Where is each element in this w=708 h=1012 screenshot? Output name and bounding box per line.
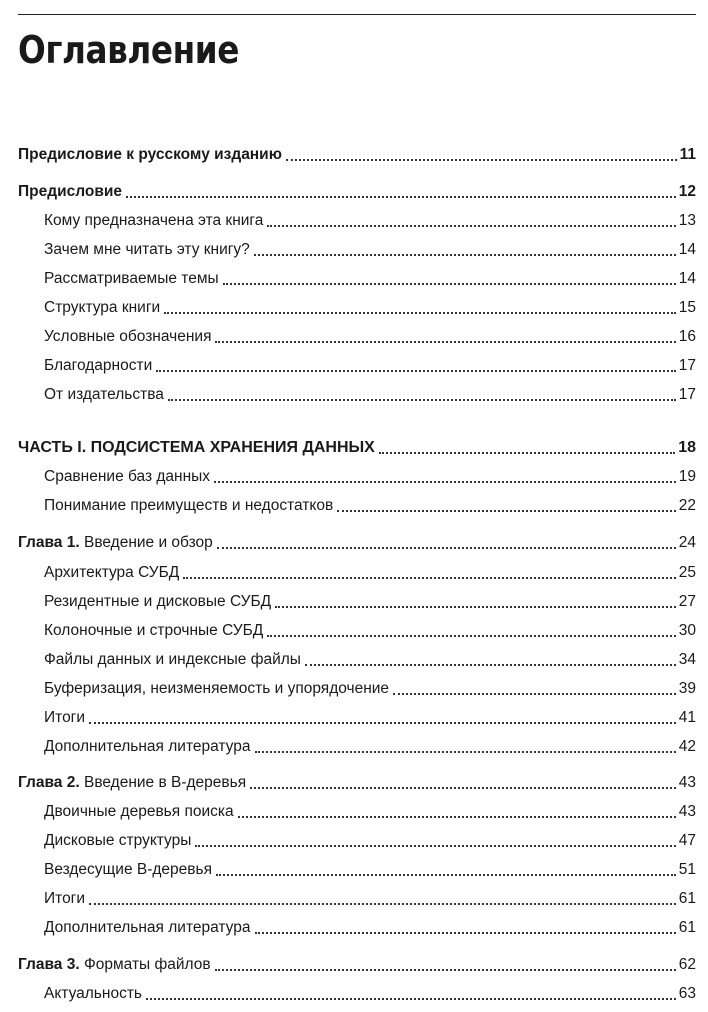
toc-entry [44,209,696,231]
toc-entry [44,619,696,641]
dot-leader [195,845,675,847]
toc-entry-label: Колоночные и строчные СУБД [44,622,264,639]
dot-leader [164,312,676,314]
toc-entry-label: Структура книги [44,299,161,316]
dot-leader [215,969,676,971]
toc-entry [44,325,696,347]
dot-leader [215,341,675,343]
toc-entry-page: 43 [678,774,696,791]
toc-entry-label: От издательства [44,386,164,403]
dot-leader [255,932,676,934]
toc-entry [44,494,696,516]
toc-entry [44,800,696,822]
toc-entry-label: ЧАСТЬ I. ПОДСИСТЕМА ХРАНЕНИЯ ДАННЫХ [18,439,375,456]
toc-entry-page: 25 [678,564,696,581]
dot-leader [89,903,676,905]
toc-entry-page: 19 [678,468,696,485]
toc-entry-page: 11 [679,146,696,163]
toc-entry-label: Предисловие к русскому изданию [18,146,282,163]
dot-leader [267,635,675,637]
dot-leader [183,577,675,579]
dot-leader [250,787,676,789]
toc-entry-page: 13 [678,212,696,229]
dot-leader [89,722,676,724]
chapter-prefix: Глава 1. [18,534,80,551]
dot-leader [393,693,676,695]
toc-entry-page: 16 [678,328,696,345]
toc-entry-page: 27 [678,593,696,610]
toc-entry [44,383,696,405]
toc-entry [44,887,696,909]
toc-entry-label: Дисковые структуры [44,832,192,849]
toc-entry-part-1 [18,436,696,458]
chapter-prefix: Глава 2. [18,774,80,791]
dot-leader [254,254,676,256]
toc-entry [44,465,696,487]
chapter-title: Введение в B-деревья [79,774,247,791]
toc-entry-label: Архитектура СУБД [44,564,180,581]
toc-entry-label: Благодарности [44,357,153,374]
toc-entry-label: Итоги [44,709,85,726]
toc-entry [44,296,696,318]
toc-entry-label: Рассматриваемые темы [44,270,219,287]
chapter-title: Введение и обзор [79,534,213,551]
toc-entry-label: Резидентные и дисковые СУБД [44,593,272,610]
toc-entry [44,677,696,699]
toc-entry [44,829,696,851]
toc-entry-label: Актуальность [44,985,142,1002]
toc-entry-label: Дополнительная литература [44,919,251,936]
dot-leader [286,159,677,161]
dot-leader [156,370,676,372]
toc-entry-label: Буферизация, неизменяемость и упорядочение [44,680,390,697]
toc-entry-chapter-1 [18,531,696,553]
toc-entry-label: Вездесущие B-деревья [44,861,212,878]
toc-entry-page: 17 [678,357,696,374]
dot-leader [267,225,675,227]
toc-entry [44,648,696,670]
toc-entry-page: 18 [678,439,696,456]
page-title: Оглавление [18,28,239,72]
toc-entry-label [18,955,211,975]
top-rule [18,14,696,15]
toc-entry-page: 34 [678,651,696,668]
toc-entry-page: 51 [678,861,696,878]
toc-entry-page: 12 [678,183,696,200]
dot-leader [216,874,676,876]
toc-entry [44,735,696,757]
toc-entry [44,590,696,612]
dot-leader [255,751,676,753]
toc-entry [44,561,696,583]
toc-entry-page: 41 [678,709,696,726]
dot-leader [305,664,676,666]
toc-entry-page: 42 [678,738,696,755]
toc-entry-label [18,773,246,793]
dot-leader [379,452,675,454]
toc-entry-page: 63 [678,985,696,1002]
dot-leader [238,816,676,818]
dot-leader [337,510,676,512]
dot-leader [223,283,676,285]
chapter-prefix: Глава 3. [18,956,80,973]
toc-entry-preface [18,180,696,202]
toc-entry-page: 15 [678,299,696,316]
toc-entry-label: Предисловие [18,183,123,200]
toc-entry-page: 17 [678,386,696,403]
toc-entry-page: 24 [678,534,696,551]
toc-entry-label: Условные обозначения [44,328,212,345]
toc-entry-page: 62 [678,956,696,973]
toc-entry-label [18,533,213,553]
toc-entry-label: Двоичные деревья поиска [44,803,234,820]
dot-leader [214,481,676,483]
toc-entry-page: 61 [678,890,696,907]
dot-leader [146,998,676,1000]
toc-entry [44,354,696,376]
dot-leader [126,196,676,198]
toc-entry-page: 14 [678,241,696,258]
toc-entry-preface-russian [18,143,696,165]
toc-entry [44,916,696,938]
toc-entry-label: Итоги [44,890,85,907]
toc-entry [44,858,696,880]
toc-entry-page: 39 [678,680,696,697]
toc-entry-page: 14 [678,270,696,287]
dot-leader [168,399,676,401]
toc-entry-page: 47 [678,832,696,849]
toc-entry-page: 61 [678,919,696,936]
toc-entry [44,267,696,289]
toc-entry-label: Понимание преимуществ и недостатков [44,497,334,514]
toc-entry [44,238,696,260]
toc-entry-label: Зачем мне читать эту книгу? [44,241,250,258]
toc-entry-label: Дополнительная литература [44,738,251,755]
toc-entry-page: 43 [678,803,696,820]
dot-leader [275,606,676,608]
toc-entry-chapter-2 [18,771,696,793]
toc-entry-chapter-3 [18,953,696,975]
chapter-title: Форматы файлов [79,956,211,973]
toc-entry [44,706,696,728]
toc-entry-page: 30 [678,622,696,639]
toc-entry-page: 22 [678,497,696,514]
toc-entry-label: Файлы данных и индексные файлы [44,651,301,668]
toc-entry [44,982,696,1004]
toc-entry-label: Кому предназначена эта книга [44,212,264,229]
dot-leader [217,547,676,549]
toc-entry-label: Сравнение баз данных [44,468,211,485]
